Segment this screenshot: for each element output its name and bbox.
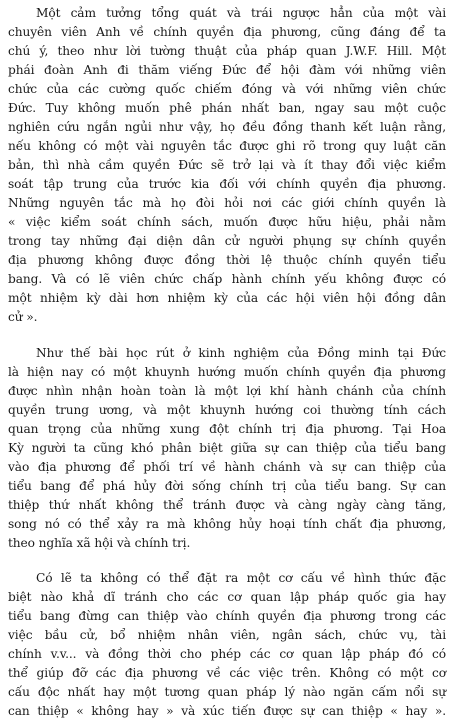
text-line: theo nghĩa xã hội và chính trị. — [8, 536, 191, 550]
text-line: Như thế bài học rút ở kinh nghiệm của Đồng minh tại Đức — [36, 346, 446, 360]
text-line: « việc kiểm soát chính sách, muốn được hữu hiệu, phải nằm — [8, 215, 446, 229]
text-line: tiểu bang đừng can thiệp vào chính quyền địa phương trong các — [8, 609, 446, 623]
text-line: bang. Và có lẽ viên chức chấp hành chính yếu không được có — [8, 272, 446, 286]
text-line: thể giúp đỡ các địa phương về các việc trên. Không có một cơ — [8, 666, 446, 680]
text-line: quyền trung ương, và một khuynh hướng coi thường tính cách — [8, 403, 446, 417]
text-line: cấu độc nhất hay một tương quan pháp lý nào ngăn cấm nổi sự — [8, 685, 446, 699]
text-line: biệt nào khả dĩ tránh cho các cơ quan lập pháp quốc gia hay — [8, 590, 446, 604]
text-line: Kỳ người ta cũng khó phân biệt giữa sự can thiệp của tiểu bang — [8, 441, 446, 455]
text-line: song nó có thể xảy ra mà không hủy hoại tính chất địa phương, — [8, 517, 446, 531]
text-line: là hiện nay có một khuynh hướng muốn chính quyền địa phương — [8, 365, 446, 379]
document-page — [8, 4, 446, 718]
text-line: nghiên cứu ngắn ngủi như vậy, họ đều đồng thanh kết luận rằng, — [8, 120, 446, 134]
text-line: Một cảm tưởng tổng quát và trái ngược hẳn của một vài — [36, 6, 446, 20]
text-line: thiệp thứ nhất không thể tránh được và càng ngày càng tăng, — [8, 498, 446, 512]
paragraph-spacer — [8, 553, 446, 569]
text-line: cử ». — [8, 310, 38, 324]
text-line: Những nguyên tắc mà họ đòi hỏi nơi các giới chính quyền là — [8, 196, 446, 210]
text-line: việc bầu cử, bổ nhiệm nhân viên, ngân sách, chức vụ, tài — [8, 628, 446, 642]
text-line: được nhìn nhận hoàn toàn là một lợi khí hành chánh của chính — [8, 384, 446, 398]
text-line: chuyên viên Anh về chính quyền địa phương, cũng đáng để ta — [8, 25, 446, 39]
text-line: trong tay những đại diện dân cử người phụng sự chính quyền — [8, 234, 446, 248]
text-line: Đức. Tuy không muốn phê phán nhất ban, ngay sau một cuộc — [8, 101, 446, 115]
text-line: chú ý, theo như lời tường thuật của pháp quan J.W.F. Hill. Một — [8, 44, 446, 58]
text-line: Có lẽ ta không có thể đặt ra một cơ cấu về hình thức đặc — [36, 571, 446, 585]
text-line: soát tập trung của trước kia đối với chính quyền địa phương. — [8, 177, 446, 191]
text-line: quan trọng của những xung đột chính trị địa phương. Tại Hoa — [8, 422, 446, 436]
paragraph-2 — [8, 344, 446, 553]
text-line: vào địa phương để phối trí về hành chánh và sự can thiệp của — [8, 460, 446, 474]
text-line: can thiệp « không hay » và xúc tiến được sự can thiệp « hay ». — [8, 704, 446, 718]
text-line: tiểu bang để phá hủy đời sống chính trị của tiểu bang. Sự can — [8, 479, 446, 493]
text-line: chính v.v... và đồng thời cho phép các cơ quan lập pháp đó có — [8, 647, 446, 661]
text-line: bản, thì nhà cầm quyền Đức sẽ trở lại và ít thay đổi việc kiểm — [8, 158, 446, 172]
text-line: nếu không có một vài nguyên tắc được ghi rõ trong quy luật căn — [8, 139, 446, 153]
text-line: địa phương không được đồng thời lệ thuộc chính quyền tiểu — [8, 253, 446, 267]
text-line: phái đoàn Anh đi thăm viếng Đức để hội đàm với những viên — [8, 63, 446, 77]
text-line: chức của các cường quốc chiếm đóng và với những viên chức — [8, 82, 446, 96]
paragraph-3 — [8, 569, 446, 721]
paragraph-spacer — [8, 327, 446, 344]
text-line: một nhiệm kỳ dài hơn nhiệm kỳ của các hội viên hội đồng dân — [8, 291, 446, 305]
paragraph-1 — [8, 4, 446, 327]
